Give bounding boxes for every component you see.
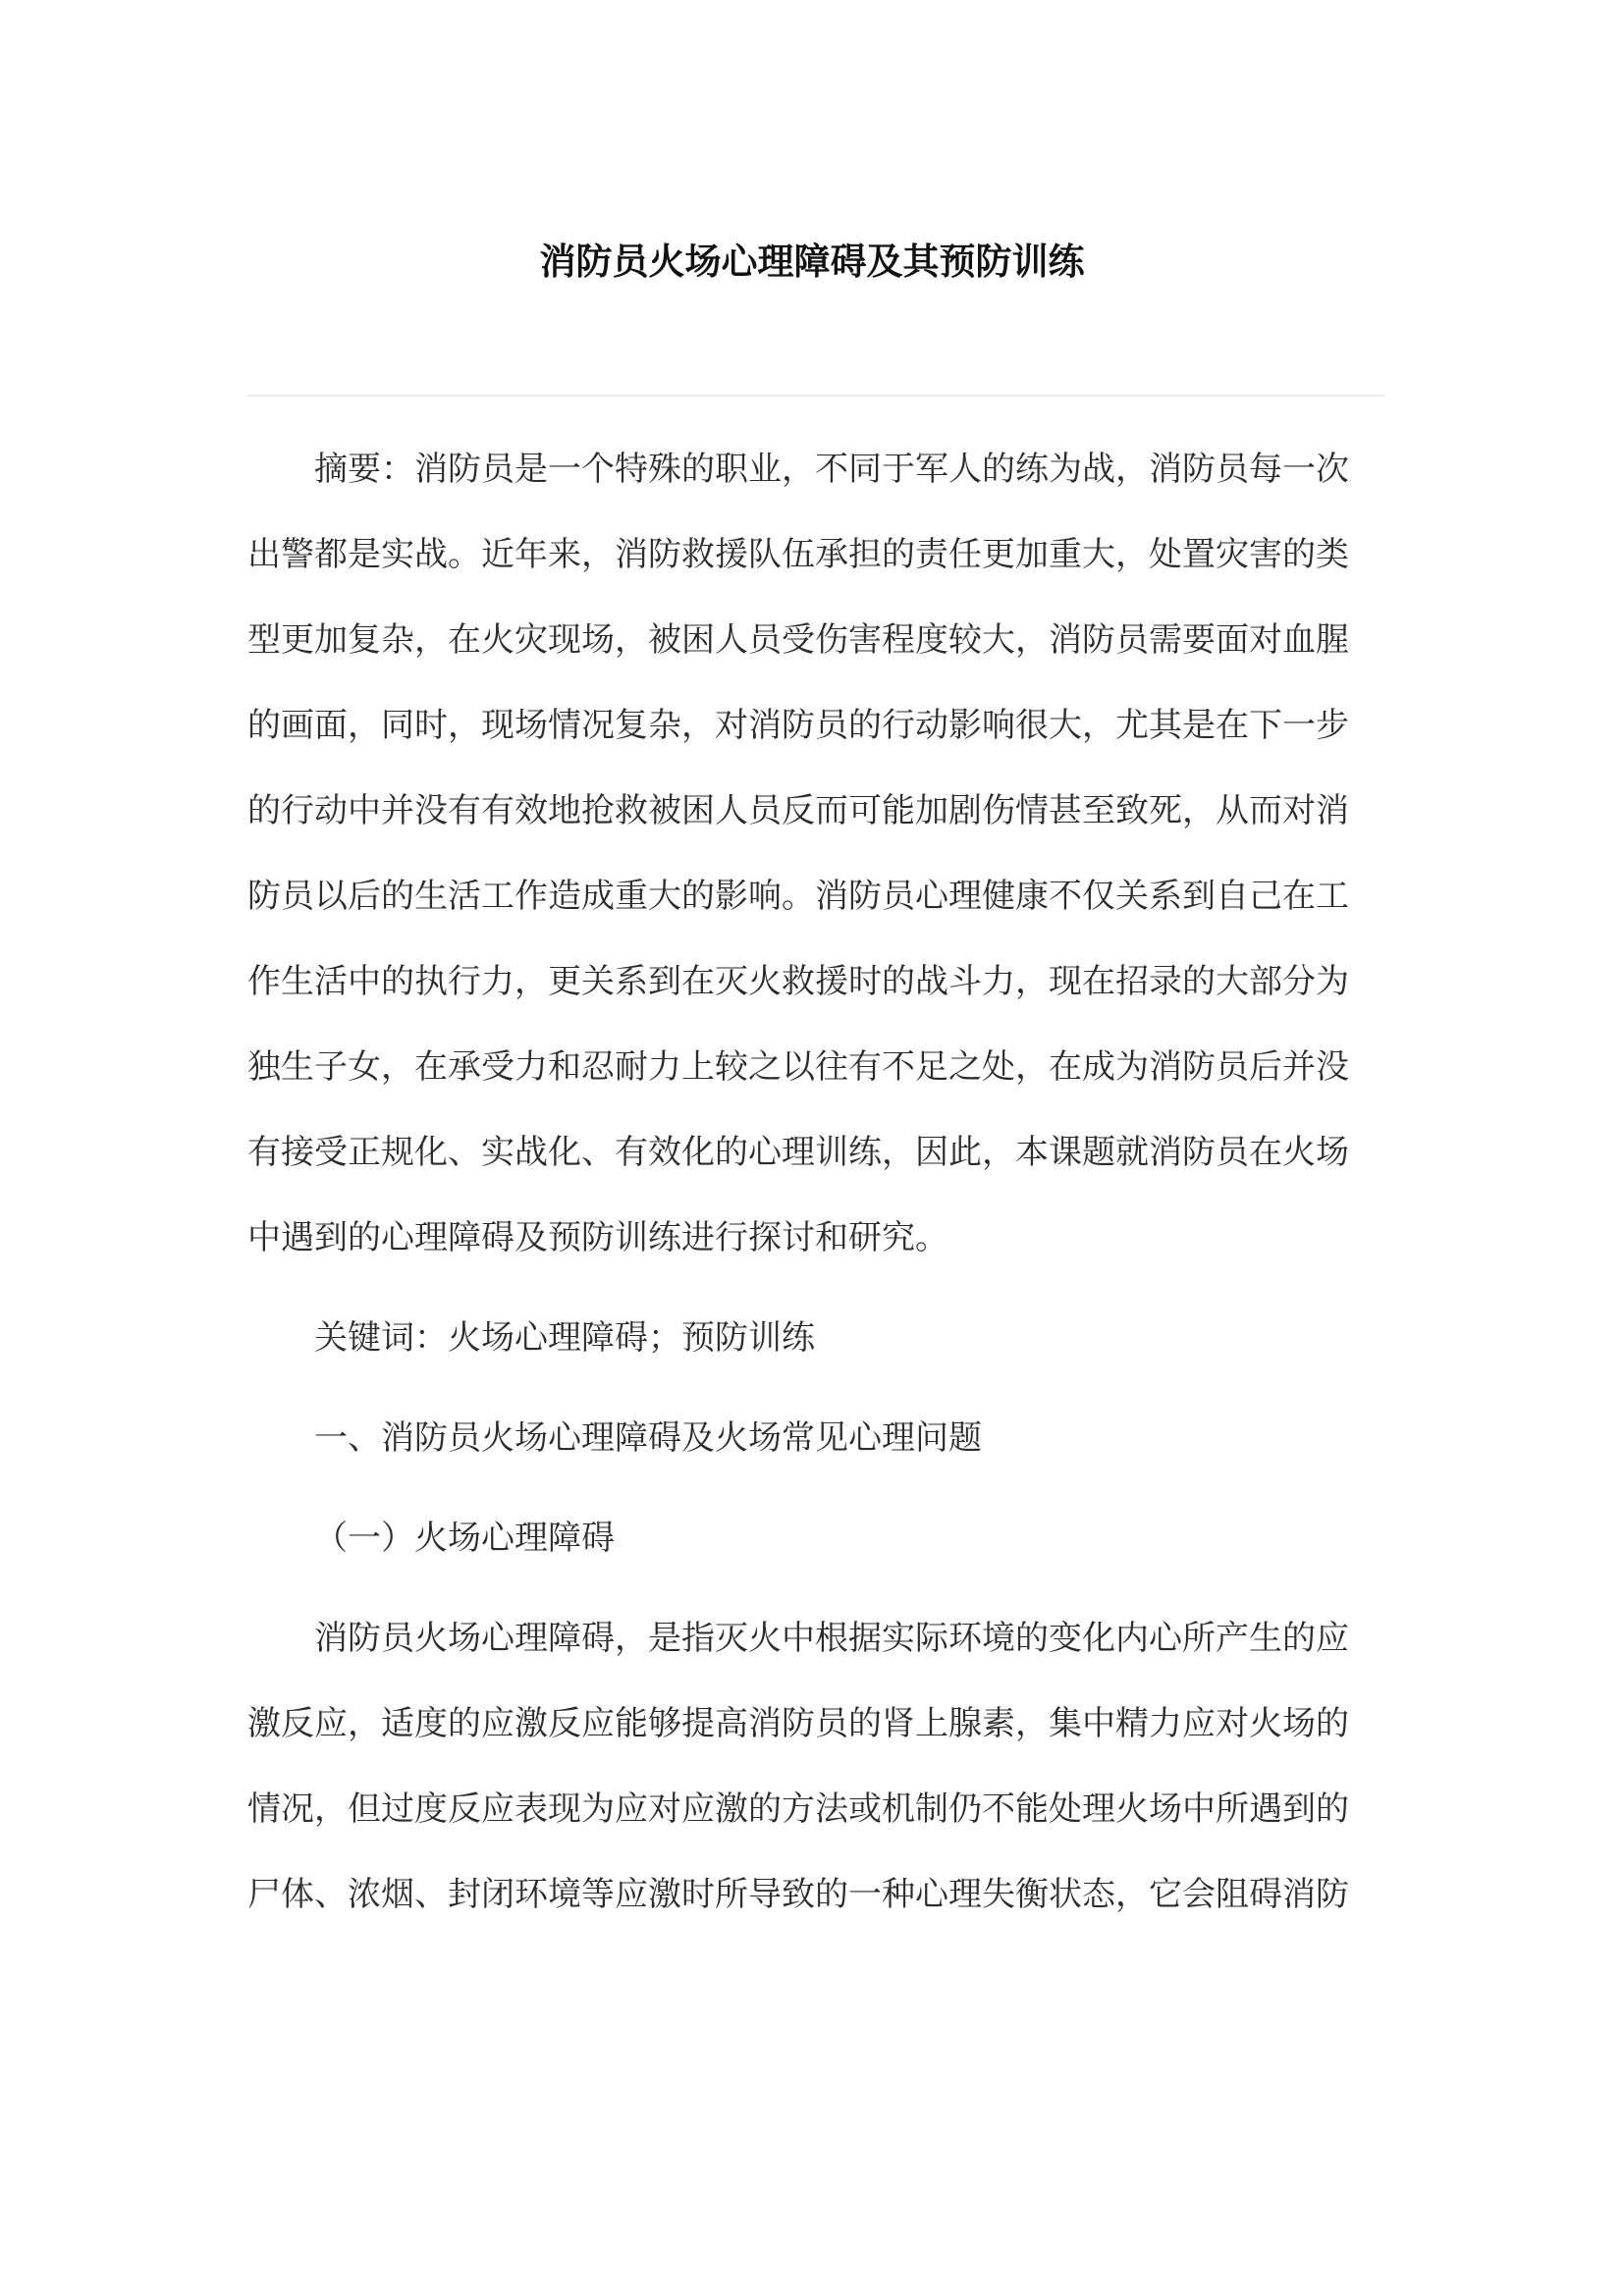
document-body xyxy=(247,427,1384,1938)
abstract-line: 型更加复杂，在火灾现场，被困人员受伤害程度较大，消防员需要面对血腥 xyxy=(247,620,1349,660)
paragraph-line: 尸体、浓烟、封闭环境等应激时所导致的一种心理失衡状态，它会阻碍消防 xyxy=(247,1875,1349,1914)
subsection-heading: （一）火场心理障碍 xyxy=(314,1519,615,1558)
abstract-paragraph xyxy=(247,427,1384,1281)
spacer xyxy=(247,1281,1384,1296)
abstract-line: 独生子女，在承受力和忍耐力上较之以往有不足之处，在成为消防员后并没 xyxy=(247,1047,1349,1087)
paragraph-line: 激反应，适度的应激反应能够提高消防员的肾上腺素，集中精力应对火场的 xyxy=(247,1704,1349,1743)
section-paragraph xyxy=(247,1596,1384,1938)
abstract-line: 出警都是实战。近年来，消防救援队伍承担的责任更加重大，处置灾害的类 xyxy=(247,535,1349,574)
spacer xyxy=(247,1481,1384,1496)
paragraph-line: 情况，但过度反应表现为应对应激的方法或机制仍不能处理火场中所遇到的 xyxy=(247,1789,1349,1829)
abstract-line: 的画面，同时，现场情况复杂，对消防员的行动影响很大，尤其是在下一步 xyxy=(247,706,1349,745)
spacer xyxy=(247,1581,1384,1596)
abstract-line: 防员以后的生活工作造成重大的影响。消防员心理健康不仅关系到自己在工 xyxy=(247,877,1349,916)
section-heading: 一、消防员火场心理障碍及火场常见心理问题 xyxy=(314,1418,982,1458)
abstract-line: 有接受正规化、实战化、有效化的心理训练，因此，本课题就消防员在火场 xyxy=(247,1133,1349,1172)
paragraph-line: 消防员火场心理障碍，是指灭火中根据实际环境的变化内心所产生的应 xyxy=(314,1619,1349,1658)
abstract-line: 中遇到的心理障碍及预防训练进行探讨和研究。 xyxy=(247,1218,948,1257)
abstract-line: 作生活中的执行力，更关系到在灭火救援时的战斗力，现在招录的大部分为 xyxy=(247,962,1349,1001)
spacer xyxy=(247,1381,1384,1396)
abstract-line: 的行动中并没有有效地抢救被困人员反而可能加剧伤情甚至致死，从而对消 xyxy=(247,791,1349,830)
keywords: 关键词：火场心理障碍；预防训练 xyxy=(314,1318,815,1358)
title-divider xyxy=(247,395,1384,397)
document-title: 消防员火场心理障碍及其预防训练 xyxy=(539,240,1085,283)
abstract-line: 摘要：消防员是一个特殊的职业，不同于军人的练为战，消防员每一次 xyxy=(314,450,1349,489)
